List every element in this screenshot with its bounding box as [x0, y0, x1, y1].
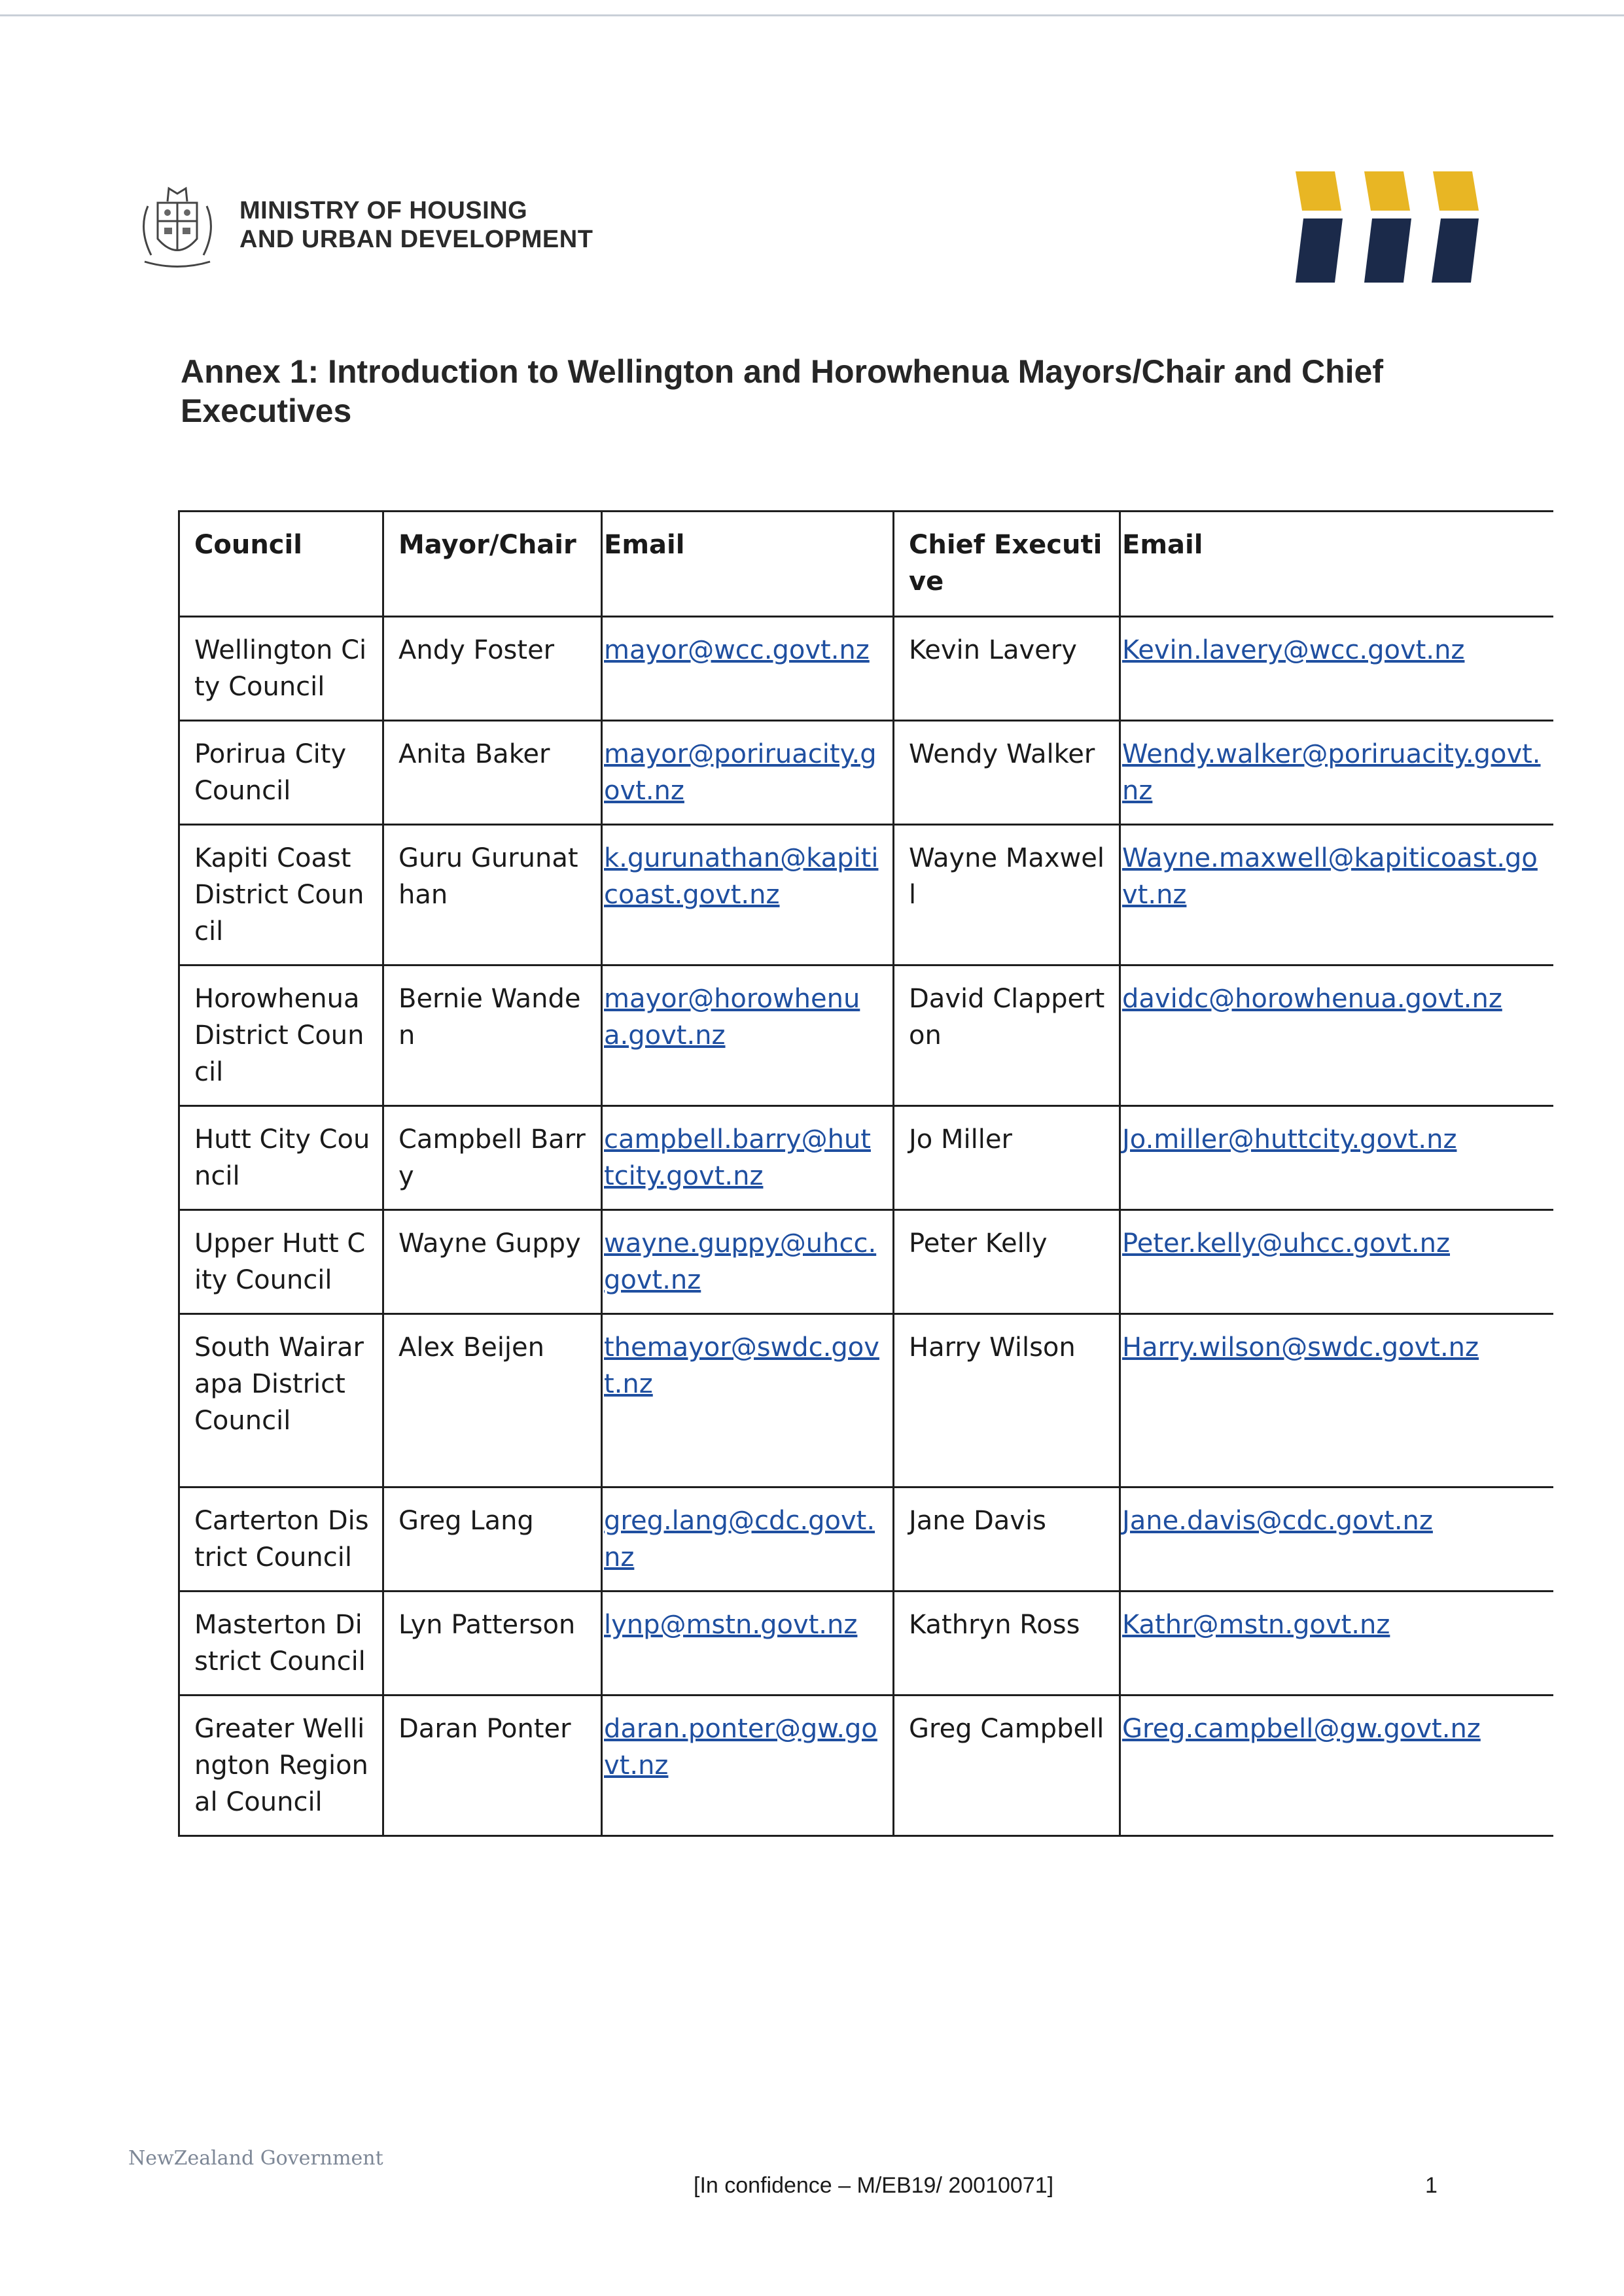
ce-email-cell [1120, 617, 1553, 721]
ce-cell: Jo Miller [894, 1106, 1120, 1210]
mayor-email-cell [602, 1106, 894, 1210]
table-row [179, 1592, 1553, 1696]
ce-email-cell [1120, 1487, 1553, 1592]
ce-cell: Wayne Maxwell [894, 825, 1120, 965]
coat-of-arms-icon [128, 177, 226, 275]
mayor-email-link[interactable]: greg.lang@cdc.govt.nz [604, 1506, 875, 1573]
council-cell: Kapiti Coast District Council [179, 825, 383, 965]
column-header-mayor-email: Email [602, 512, 894, 617]
ce-cell: Greg Campbell [894, 1696, 1120, 1836]
mayor-cell: Bernie Wanden [383, 965, 602, 1106]
ce-email-cell [1120, 825, 1553, 965]
mayor-email-cell [602, 617, 894, 721]
council-cell: South Wairarapa District Council [179, 1314, 383, 1487]
ce-cell: Kathryn Ross [894, 1592, 1120, 1696]
column-header-council: Council [179, 512, 383, 617]
table-header-row [179, 512, 1553, 617]
mayor-cell: Anita Baker [383, 721, 602, 825]
mayor-cell: Campbell Barry [383, 1106, 602, 1210]
mayor-cell: Daran Ponter [383, 1696, 602, 1836]
ce-email-cell [1120, 1592, 1553, 1696]
mayor-cell: Andy Foster [383, 617, 602, 721]
mayor-cell: Greg Lang [383, 1487, 602, 1592]
ce-cell: David Clapperton [894, 965, 1120, 1106]
column-header-mayor: Mayor/Chair [383, 512, 602, 617]
table-row [179, 1106, 1553, 1210]
confidentiality-marking: [In confidence – M/EB19/ 20010071] [694, 2173, 1054, 2198]
table-row [179, 1314, 1553, 1487]
ce-email-link[interactable]: Jo.miller@huttcity.govt.nz [1122, 1124, 1457, 1155]
nz-government-logo: NewZealand Government [128, 2147, 383, 2170]
mayor-email-cell [602, 721, 894, 825]
mayor-email-link[interactable]: daran.ponter@gw.govt.nz [604, 1714, 877, 1781]
ce-cell: Wendy Walker [894, 721, 1120, 825]
mayor-email-cell [602, 1210, 894, 1314]
mayor-email-link[interactable]: wayne.guppy@uhcc.govt.nz [604, 1228, 877, 1295]
ministry-line-1: MINISTRY OF HOUSING [239, 197, 528, 224]
mayor-email-link[interactable]: mayor@wcc.govt.nz [604, 635, 870, 665]
page-number: 1 [1425, 2173, 1438, 2198]
top-rule [0, 14, 1624, 16]
ce-email-link[interactable]: Wendy.walker@poriruacity.govt.nz [1122, 739, 1541, 806]
ministry-name [239, 196, 593, 254]
mayor-email-link[interactable]: mayor@poriruacity.govt.nz [604, 739, 877, 806]
mayor-email-cell [602, 965, 894, 1106]
ce-email-cell [1120, 721, 1553, 825]
column-header-ce-email: Email [1120, 512, 1553, 617]
table-row [179, 825, 1553, 965]
council-cell: Greater Wellington Regional Council [179, 1696, 383, 1836]
council-cell: Upper Hutt City Council [179, 1210, 383, 1314]
ce-email-link[interactable]: Harry.wilson@swdc.govt.nz [1122, 1332, 1479, 1363]
council-cell: Carterton District Council [179, 1487, 383, 1592]
brand-stripes-logo [1296, 171, 1479, 283]
table-row [179, 1210, 1553, 1314]
mayor-email-cell [602, 825, 894, 965]
ce-email-cell [1120, 1210, 1553, 1314]
mayor-cell: Guru Gurunathan [383, 825, 602, 965]
mayor-email-link[interactable]: lynp@mstn.govt.nz [604, 1610, 858, 1640]
mayor-cell: Alex Beijen [383, 1314, 602, 1487]
mayor-email-cell [602, 1487, 894, 1592]
mayor-email-link[interactable]: k.gurunathan@kapiticoast.govt.nz [604, 843, 879, 910]
column-header-chief-executive: Chief Executive [894, 512, 1120, 617]
table-row [179, 1487, 1553, 1592]
council-cell: Wellington City Council [179, 617, 383, 721]
ce-email-link[interactable]: Wayne.maxwell@kapiticoast.govt.nz [1122, 843, 1538, 910]
ce-email-cell [1120, 1106, 1553, 1210]
table-row [179, 617, 1553, 721]
mayor-email-cell [602, 1592, 894, 1696]
ministry-line-2: AND URBAN DEVELOPMENT [239, 226, 593, 253]
ce-email-link[interactable]: davidc@horowhenua.govt.nz [1122, 984, 1502, 1014]
ce-email-cell [1120, 965, 1553, 1106]
council-cell: Horowhenua District Council [179, 965, 383, 1106]
ce-email-link[interactable]: Jane.davis@cdc.govt.nz [1122, 1506, 1433, 1536]
ce-cell: Kevin Lavery [894, 617, 1120, 721]
ce-email-cell [1120, 1314, 1553, 1487]
page-title: Annex 1: Introduction to Wellington and Horowhenua Mayors/Chair and Chief Executives [181, 353, 1384, 429]
council-cell: Masterton District Council [179, 1592, 383, 1696]
table-row [179, 965, 1553, 1106]
mayor-cell: Wayne Guppy [383, 1210, 602, 1314]
mayor-email-cell [602, 1314, 894, 1487]
mayor-cell: Lyn Patterson [383, 1592, 602, 1696]
contacts-table [178, 510, 1553, 1837]
ce-cell: Peter Kelly [894, 1210, 1120, 1314]
ce-email-link[interactable]: Kevin.lavery@wcc.govt.nz [1122, 635, 1465, 665]
mayor-email-link[interactable]: mayor@horowhenua.govt.nz [604, 984, 860, 1051]
ce-cell: Harry Wilson [894, 1314, 1120, 1487]
ce-email-link[interactable]: Peter.kelly@uhcc.govt.nz [1122, 1228, 1451, 1259]
ce-cell: Jane Davis [894, 1487, 1120, 1592]
table-row [179, 721, 1553, 825]
council-cell: Hutt City Council [179, 1106, 383, 1210]
mayor-email-link[interactable]: themayor@swdc.govt.nz [604, 1332, 879, 1399]
council-cell: Porirua City Council [179, 721, 383, 825]
table-row [179, 1696, 1553, 1836]
ce-email-cell [1120, 1696, 1553, 1836]
mayor-email-cell [602, 1696, 894, 1836]
mayor-email-link[interactable]: campbell.barry@huttcity.govt.nz [604, 1124, 871, 1191]
ce-email-link[interactable]: Kathr@mstn.govt.nz [1122, 1610, 1390, 1640]
ce-email-link[interactable]: Greg.campbell@gw.govt.nz [1122, 1714, 1481, 1744]
